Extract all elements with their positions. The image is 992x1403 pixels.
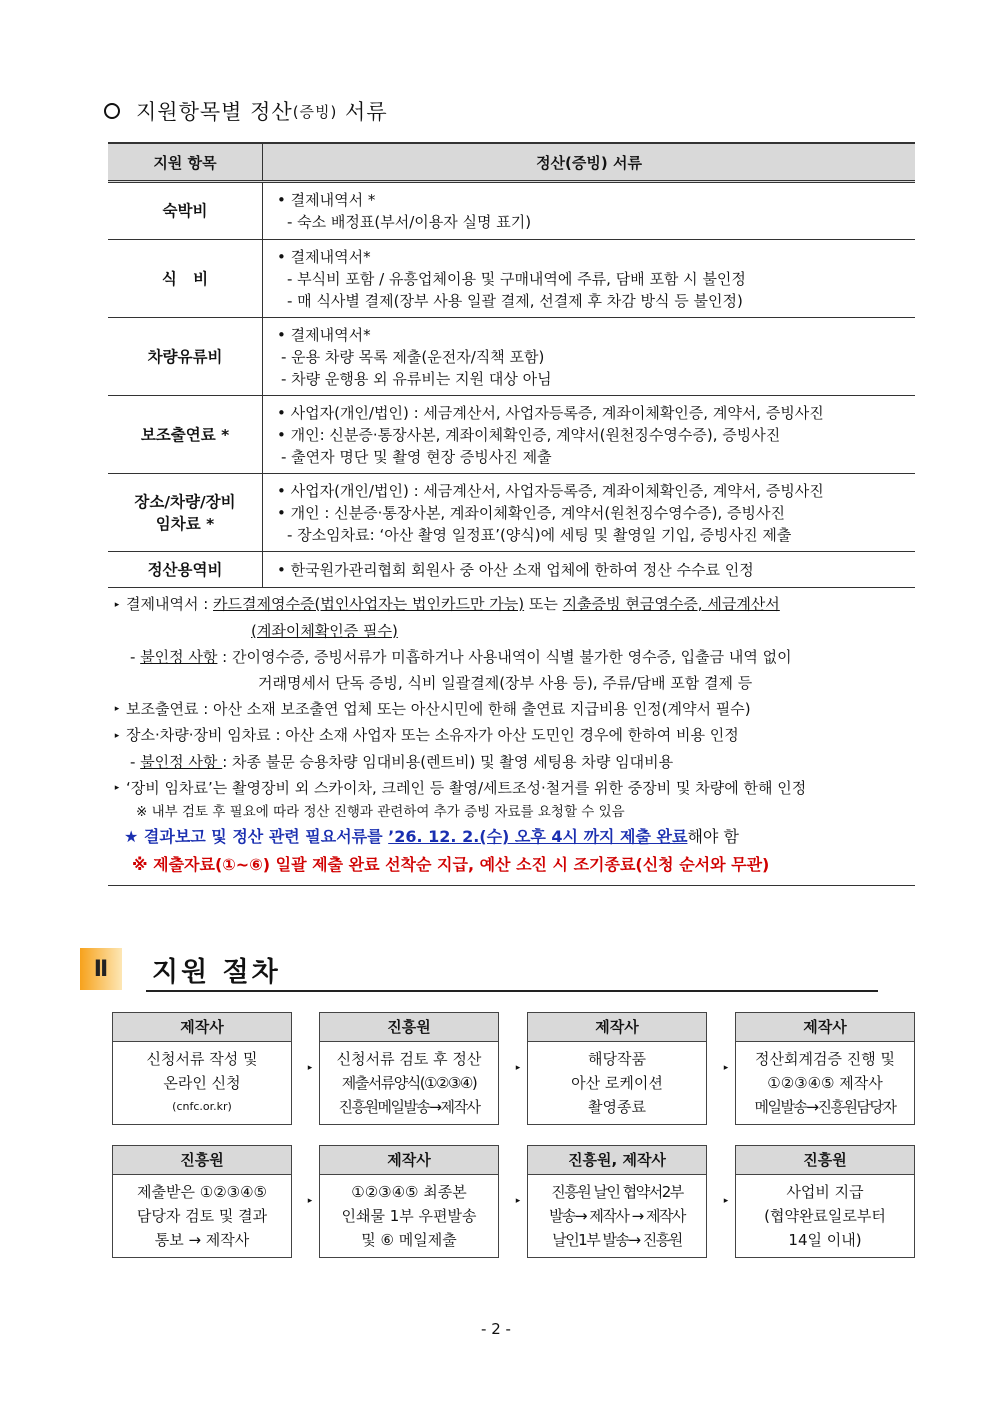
step-line: 촬영종료 xyxy=(588,1098,646,1116)
heading-main: 지원항목별 정산 xyxy=(136,100,293,124)
note-text: 또는 xyxy=(524,595,563,613)
step-line: 담당자 검토 및 결과 xyxy=(136,1207,268,1225)
step-body xyxy=(113,1042,291,1124)
step-body xyxy=(736,1175,914,1257)
process-step xyxy=(735,1145,915,1258)
step-head: 진흥원 xyxy=(113,1146,291,1175)
row-label xyxy=(108,474,263,552)
step-head: 제작사 xyxy=(528,1013,706,1042)
note-underlined: 불인정 사항 xyxy=(140,752,223,771)
step-head: 진흥원, 제작사 xyxy=(528,1146,706,1175)
content-line: - 매 식사별 결제(장부 사용 일괄 결제, 선결제 후 차감 방식 등 불인정) xyxy=(287,291,743,310)
step-head: 진흥원 xyxy=(320,1013,498,1042)
note-underlined: 지출증빙 현금영수증, 세금계산서 xyxy=(562,595,780,613)
step-line: 제출받은 ①②③④⑤ xyxy=(137,1183,267,1201)
content-line: • 사업자(개인/법인) : 세금계산서, 사업자등록증, 계좌이체확인증, 계약서, 증빙사진 xyxy=(277,403,824,422)
row-label: 식 비 xyxy=(108,240,263,318)
section-divider xyxy=(146,990,878,992)
note-review: ※ 내부 검토 후 필요에 따라 정산 진행과 관련하여 추가 증빙 자료를 요청할 수 있음 xyxy=(136,804,625,820)
warning-notice: ※ 제출자료(①~⑥) 일괄 제출 완료 선착순 지급, 예산 소진 시 조기종료(신청 순서와 무관) xyxy=(132,855,770,874)
row-content xyxy=(263,552,916,588)
note-dash: - xyxy=(130,752,141,771)
content-line: - 숙소 배정표(부서/이용자 실명 표기) xyxy=(287,213,532,231)
step-line: 날인1부 발송→ 진흥원 xyxy=(552,1231,682,1249)
step-body xyxy=(528,1042,706,1124)
table-row xyxy=(108,182,915,240)
step-body xyxy=(320,1042,498,1124)
content-line: • 결제내역서* xyxy=(277,247,371,266)
step-line: 통보 → 제작사 xyxy=(154,1231,250,1249)
step-line: 사업비 지급 xyxy=(786,1183,864,1201)
step-text: 온라인 신청 xyxy=(163,1074,241,1092)
note-text: ‘장비 임차료’는 촬영장비 외 스카이차, 크레인 등 촬영/세트조성·철거를 위한 중장비 및 차량에 한해 인정 xyxy=(126,778,807,797)
row-label-line: 장소/차량/장비 xyxy=(134,492,236,511)
table-row xyxy=(108,318,915,396)
table-row xyxy=(108,396,915,474)
content-line: - 장소임차료: ‘아산 촬영 일정표’(양식)에 세팅 및 촬영일 기입, 증빙사진 제출 xyxy=(287,525,792,544)
note-text: 보조출연료 : 아산 소재 보조출연 업체 또는 아산시민에 한해 출연료 지급비용 인정(계약서 필수) xyxy=(126,699,751,718)
triangle-bullet-icon: ▸ xyxy=(114,783,120,793)
note-rental xyxy=(108,722,915,749)
content-line: • 사업자(개인/법인) : 세금계산서, 사업자등록증, 계좌이체확인증, 계약서, 증빙사진 xyxy=(277,481,824,500)
notes-block xyxy=(108,587,915,886)
process-step xyxy=(735,1012,915,1125)
section-number-badge: Ⅱ xyxy=(80,948,122,990)
note-extras xyxy=(108,696,915,723)
triangle-bullet-icon: ▸ xyxy=(114,704,120,714)
step-line: ①②③④⑤ 최종본 xyxy=(351,1183,467,1201)
section-title: 지원 절차 xyxy=(152,957,281,988)
deadline-notice xyxy=(108,823,915,851)
triangle-bullet-icon: ▸ xyxy=(114,730,120,741)
step-line: 발송→ 제작사 → 제작사 xyxy=(549,1207,685,1225)
deadline-date: ’26. 12. 2.(수) 오후 4시 까지 제출 완료 xyxy=(388,827,688,846)
note-text: : 간이영수증, 증빙서류가 미흡하거나 사용내역이 식별 불가한 영수증, 입출금 내역 없이 xyxy=(217,647,792,666)
table-header-row xyxy=(108,143,915,182)
step-line: 인쇄물 1부 우편발송 xyxy=(341,1207,477,1225)
step-line: (협약완료일로부터 xyxy=(764,1207,886,1225)
step-line xyxy=(163,1071,240,1119)
step-line: 14일 이내) xyxy=(788,1231,862,1249)
step-head: 제작사 xyxy=(113,1013,291,1042)
settlement-docs-table xyxy=(108,142,915,588)
note-underlined: 카드결제영수증(법인사업자는 법인카드만 가능) xyxy=(213,595,525,613)
header-item: 지원 항목 xyxy=(108,143,263,182)
content-line: • 한국원가관리협회 회원사 중 아산 소재 업체에 한하여 정산 수수료 인정 xyxy=(277,560,754,579)
note-payment xyxy=(108,591,915,618)
header-docs: 정산(증빙) 서류 xyxy=(263,143,916,182)
row-label: 차량유류비 xyxy=(108,318,263,396)
deadline-text: ★ 결과보고 및 정산 관련 필요서류를 xyxy=(124,827,389,846)
note-rental-rejected xyxy=(108,749,915,775)
content-line: • 결제내역서* xyxy=(277,325,371,344)
row-label: 보조출연료 * xyxy=(108,396,263,474)
row-label: 숙박비 xyxy=(108,182,263,240)
row-content xyxy=(263,474,916,552)
note-rejected-cont: 거래명세서 단독 증빙, 식비 일괄결제(장부 사용 등), 주류/담배 포함 결제 등 xyxy=(258,673,753,692)
process-step xyxy=(527,1012,707,1125)
content-line: • 결제내역서 * xyxy=(277,191,376,209)
process-step xyxy=(319,1145,499,1258)
arrow-right-icon: ▸ xyxy=(515,1063,521,1073)
arrow-right-icon: ▸ xyxy=(723,1063,729,1073)
step-body xyxy=(320,1175,498,1257)
note-payment-cont xyxy=(108,618,915,644)
heading-end: 서류 xyxy=(337,100,388,124)
row-content xyxy=(263,182,916,240)
step-head: 제작사 xyxy=(736,1013,914,1042)
step-head: 진흥원 xyxy=(736,1146,914,1175)
note-text: 결제내역서 : xyxy=(126,595,214,613)
content-line: - 차량 운행용 외 유류비는 지원 대상 아님 xyxy=(281,369,552,388)
table-row xyxy=(108,474,915,552)
process-step xyxy=(319,1012,499,1125)
process-step xyxy=(112,1012,292,1125)
note-underlined: 불인정 사항 xyxy=(140,647,218,666)
step-body xyxy=(528,1175,706,1257)
content-line: - 부식비 포함 / 유흥업체이용 및 구매내역에 주류, 담배 포함 시 불인정 xyxy=(287,269,746,288)
row-label-line: 임차료 * xyxy=(155,514,215,533)
deadline-text: 해야 함 xyxy=(687,827,739,846)
step-line: 진흥원메일발송→제작사 xyxy=(338,1098,480,1116)
arrow-right-icon: ▸ xyxy=(515,1196,521,1206)
circle-bullet-icon xyxy=(104,103,120,119)
step-line: 진흥원 날인 협약서2부 xyxy=(551,1183,683,1201)
note-underlined: (계좌이체확인증 필수) xyxy=(251,621,398,640)
step-line: 신청서류 작성 및 xyxy=(146,1050,258,1068)
note-text: 장소·차량·장비 임차료 : 아산 소재 사업자 또는 소유자가 아산 도민인 경우에 한하여 비용 인정 xyxy=(126,726,739,744)
row-content xyxy=(263,318,916,396)
arrow-right-icon: ▸ xyxy=(307,1196,313,1206)
content-line: • 개인: 신분증·통장사본, 계좌이체확인증, 계약서(원천징수영수증), 증빙사진 xyxy=(277,425,781,444)
page-number: - 2 - xyxy=(481,1320,511,1338)
process-step xyxy=(527,1145,707,1258)
row-content xyxy=(263,396,916,474)
step-line: 정산회계검증 진행 및 xyxy=(755,1050,895,1068)
note-dash: - xyxy=(130,647,141,666)
step-line: 및 ⑥ 메일제출 xyxy=(361,1231,457,1249)
row-label: 정산용역비 xyxy=(108,552,263,588)
table-row xyxy=(108,240,915,318)
step-body xyxy=(113,1175,291,1257)
content-line: • 개인 : 신분증·통장사본, 계좌이체확인증, 계약서(원천징수영수증), 증빙사진 xyxy=(277,503,785,522)
note-text: : 차종 불문 승용차량 임대비용(렌트비) 및 촬영 세팅용 차량 임대비용 xyxy=(222,752,674,771)
heading-small: (증빙) xyxy=(292,102,338,121)
step-head: 제작사 xyxy=(320,1146,498,1175)
step-line: ①②③④⑤ 제작사 xyxy=(767,1074,883,1092)
step-line: 신청서류 검토 후 정산 xyxy=(336,1050,482,1068)
arrow-right-icon: ▸ xyxy=(723,1196,729,1206)
triangle-bullet-icon: ▸ xyxy=(114,599,120,610)
note-rejected xyxy=(108,644,915,670)
step-line: 메일발송→진흥원담당자 xyxy=(754,1098,896,1116)
step-line: 아산 로케이션 xyxy=(571,1074,663,1092)
process-step xyxy=(112,1145,292,1258)
row-content xyxy=(263,240,916,318)
table-row xyxy=(108,552,915,588)
page-heading xyxy=(104,96,388,126)
step-body xyxy=(736,1042,914,1124)
step-line: 제출서류양식(①②③④) xyxy=(341,1074,477,1092)
arrow-right-icon: ▸ xyxy=(307,1063,313,1073)
step-line: 해당작품 xyxy=(588,1050,646,1068)
note-equipment xyxy=(108,775,915,802)
step-url: (cnfc.or.kr) xyxy=(172,1100,232,1113)
content-line: - 운용 차량 목록 제출(운전자/직책 포함) xyxy=(281,347,545,366)
content-line: - 출연자 명단 및 촬영 현장 증빙사진 제출 xyxy=(281,447,552,466)
